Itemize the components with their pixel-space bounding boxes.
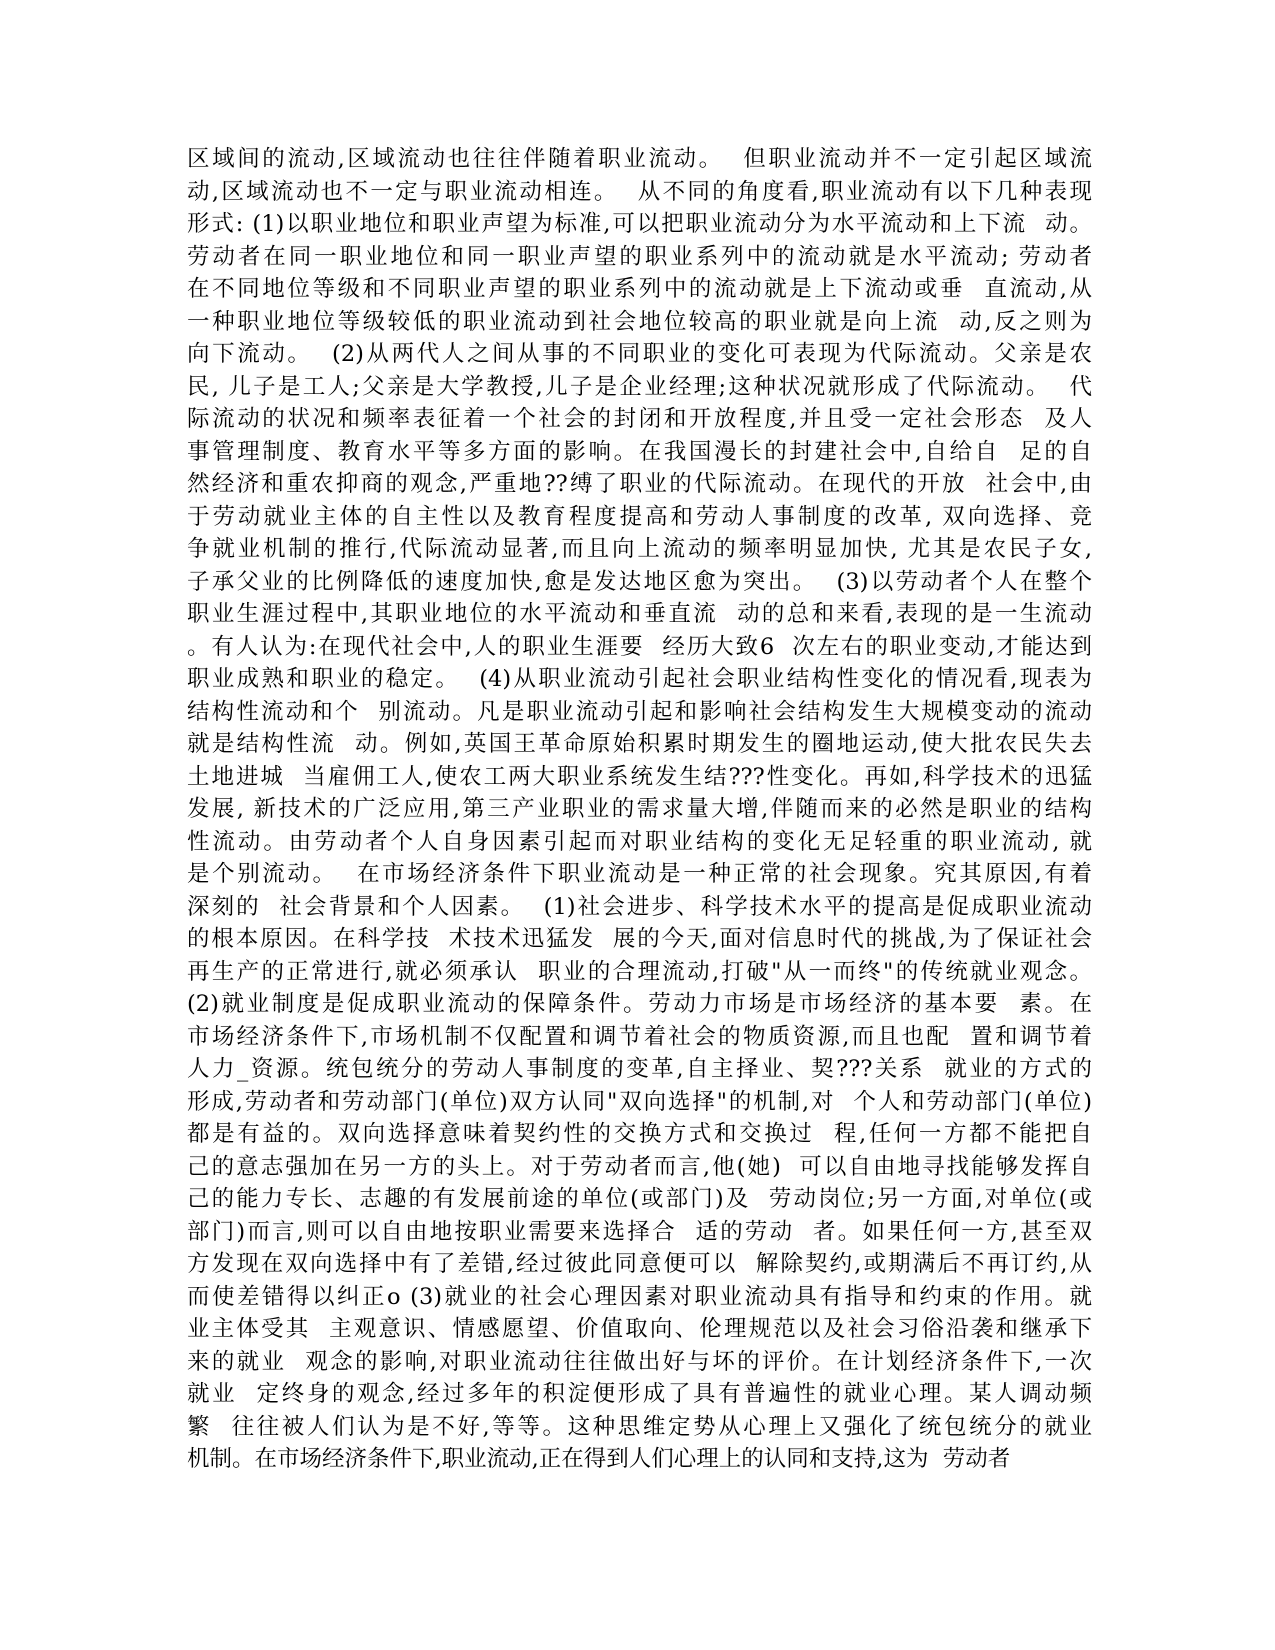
text-line: 土地进城 当雇佣工人,使农工两大职业系统发生结???性变化。再如,科学技术的迅猛 — [187, 763, 1092, 790]
text-line: 动,区域流动也不一定与职业流动相连。 从不同的角度看,职业流动有以下几种表现 — [187, 178, 1092, 205]
text-line: 己的能力专长、志趣的有发展前途的单位(或部门)及 劳动岗位;另一方面,对单位(或 — [187, 1186, 1092, 1212]
text-line: 区域间的流动,区域流动也往往伴随着职业流动。 但职业流动并不一定引起区域流 — [187, 146, 1092, 172]
text-line: 职业生涯过程中,其职业地位的水平流动和垂直流 动的总和来看,表现的是一生流动 — [187, 601, 1092, 627]
text-line: 机制。在市场经济条件下,职业流动,正在得到人们心理上的认同和支持,这为 劳动者 — [187, 1446, 1011, 1472]
text-line: 向下流动。 (2)从两代人之间从事的不同职业的变化可表现为代际流动。父亲是农 — [187, 341, 1092, 367]
text-line: 结构性流动和个 别流动。凡是职业流动引起和影响社会结构发生大规模变动的流动 — [187, 698, 1092, 725]
text-line: 劳动者在同一职业地位和同一职业声望的职业系列中的流动就是水平流动; 劳动者 — [187, 243, 1092, 270]
text-line: 发展, 新技术的广泛应用,第三产业职业的需求量大增,伴随而来的必然是职业的结构 — [187, 796, 1092, 822]
text-line: 在不同地位等级和不同职业声望的职业系列中的流动就是上下流动或垂 直流动,从 — [187, 276, 1092, 302]
text-line: 都是有益的。双向选择意味着契约性的交换方式和交换过 程,任何一方都不能把自 — [187, 1121, 1092, 1147]
text-line: 形成,劳动者和劳动部门(单位)双方认同"双向选择"的机制,对 个人和劳动部门(单位) — [187, 1088, 1092, 1115]
text-line: 职业成熟和职业的稳定。 (4)从职业流动引起社会职业结构性变化的情况看,现表为 — [187, 666, 1092, 692]
body-text — [187, 143, 1092, 1476]
text-line: 子承父业的比例降低的速度加快,愈是发达地区愈为突出。 (3)以劳动者个人在整个 — [187, 568, 1092, 595]
text-line: 部门)而言,则可以自由地按职业需要来选择合 适的劳动 者。如果任何一方,甚至双 — [187, 1218, 1092, 1245]
text-line: 然经济和重农抑商的观念,严重地??缚了职业的代际流动。在现代的开放 社会中,由 — [187, 471, 1092, 497]
text-line: 市场经济条件下,市场机制不仅配置和调节着社会的物质资源,而且也配 置和调节着 — [187, 1023, 1092, 1050]
text-line: 己的意志强加在另一方的头上。对于劳动者而言,他(她) 可以自由地寻找能够发挥自 — [187, 1153, 1092, 1180]
text-line: 繁 往往被人们认为是不好,等等。这种思维定势从心理上又强化了统包统分的就业 — [187, 1413, 1092, 1440]
text-line: 形式: (1)以职业地位和职业声望为标准,可以把职业流动分为水平流动和上下流 动。 — [187, 211, 1092, 237]
text-line: 来的就业 观念的影响,对职业流动往往做出好与坏的评价。在计划经济条件下,一次 — [187, 1348, 1092, 1375]
text-line: 再生产的正常进行,就必须承认 职业的合理流动,打破"从一而终"的传统就业观念。 — [187, 958, 1092, 985]
text-line: 民, 儿子是工人;父亲是大学教授,儿子是企业经理;这种状况就形成了代际流动。 代 — [187, 373, 1092, 400]
text-line: 而使差错得以纠正o (3)就业的社会心理因素对职业流动具有指导和约束的作用。就 — [187, 1283, 1092, 1310]
text-line: 一种职业地位等级较低的职业流动到社会地位较高的职业就是向上流 动,反之则为 — [187, 308, 1092, 335]
text-line: 就是结构性流 动。例如,英国王革命原始积累时期发生的圈地运动,使大批农民失去 — [187, 731, 1092, 757]
text-line: 是个别流动。 在市场经济条件下职业流动是一种正常的社会现象。究其原因,有着 — [187, 861, 1092, 887]
text-line: 事管理制度、教育水平等多方面的影响。在我国漫长的封建社会中,自给自 足的自 — [187, 438, 1092, 465]
text-line: 的根本原因。在科学技 术技术迅猛发 展的今天,面对信息时代的挑战,为了保证社会 — [187, 926, 1092, 952]
text-line: 性流动。由劳动者个人自身因素引起而对职业结构的变化无足轻重的职业流动, 就 — [187, 828, 1092, 855]
text-line: (2)就业制度是促成职业流动的保障条件。劳动力市场是市场经济的基本要 素。在 — [187, 991, 1092, 1017]
text-line: 人力_资源。统包统分的劳动人事制度的变革,自主择业、契???关系 就业的方式的 — [187, 1056, 1092, 1082]
text-line: 争就业机制的推行,代际流动显著,而且向上流动的频率明显加快, 尤其是农民子女, — [187, 536, 1092, 562]
text-line: 业主体受其 主观意识、情感愿望、价值取向、伦理规范以及社会习俗沿袭和继承下 — [187, 1316, 1092, 1342]
text-line: 于劳动就业主体的自主性以及教育程度提高和劳动人事制度的改革, 双向选择、竞 — [187, 503, 1092, 530]
text-line: 方发现在双向选择中有了差错,经过彼此同意便可以 解除契约,或期满后不再订约,从 — [187, 1251, 1092, 1277]
text-line: 际流动的状况和频率表征着一个社会的封闭和开放程度,并且受一定社会形态 及人 — [187, 406, 1092, 432]
text-line: 深刻的 社会背景和个人因素。 (1)社会进步、科学技术水平的提高是促成职业流动 — [187, 893, 1092, 920]
text-line: 就业 定终身的观念,经过多年的积淀便形成了具有普遍性的就业心理。某人调动频 — [187, 1381, 1092, 1407]
text-line: 。有人认为:在现代社会中,人的职业生涯要 经历大致6 次左右的职业变动,才能达到 — [187, 633, 1092, 660]
